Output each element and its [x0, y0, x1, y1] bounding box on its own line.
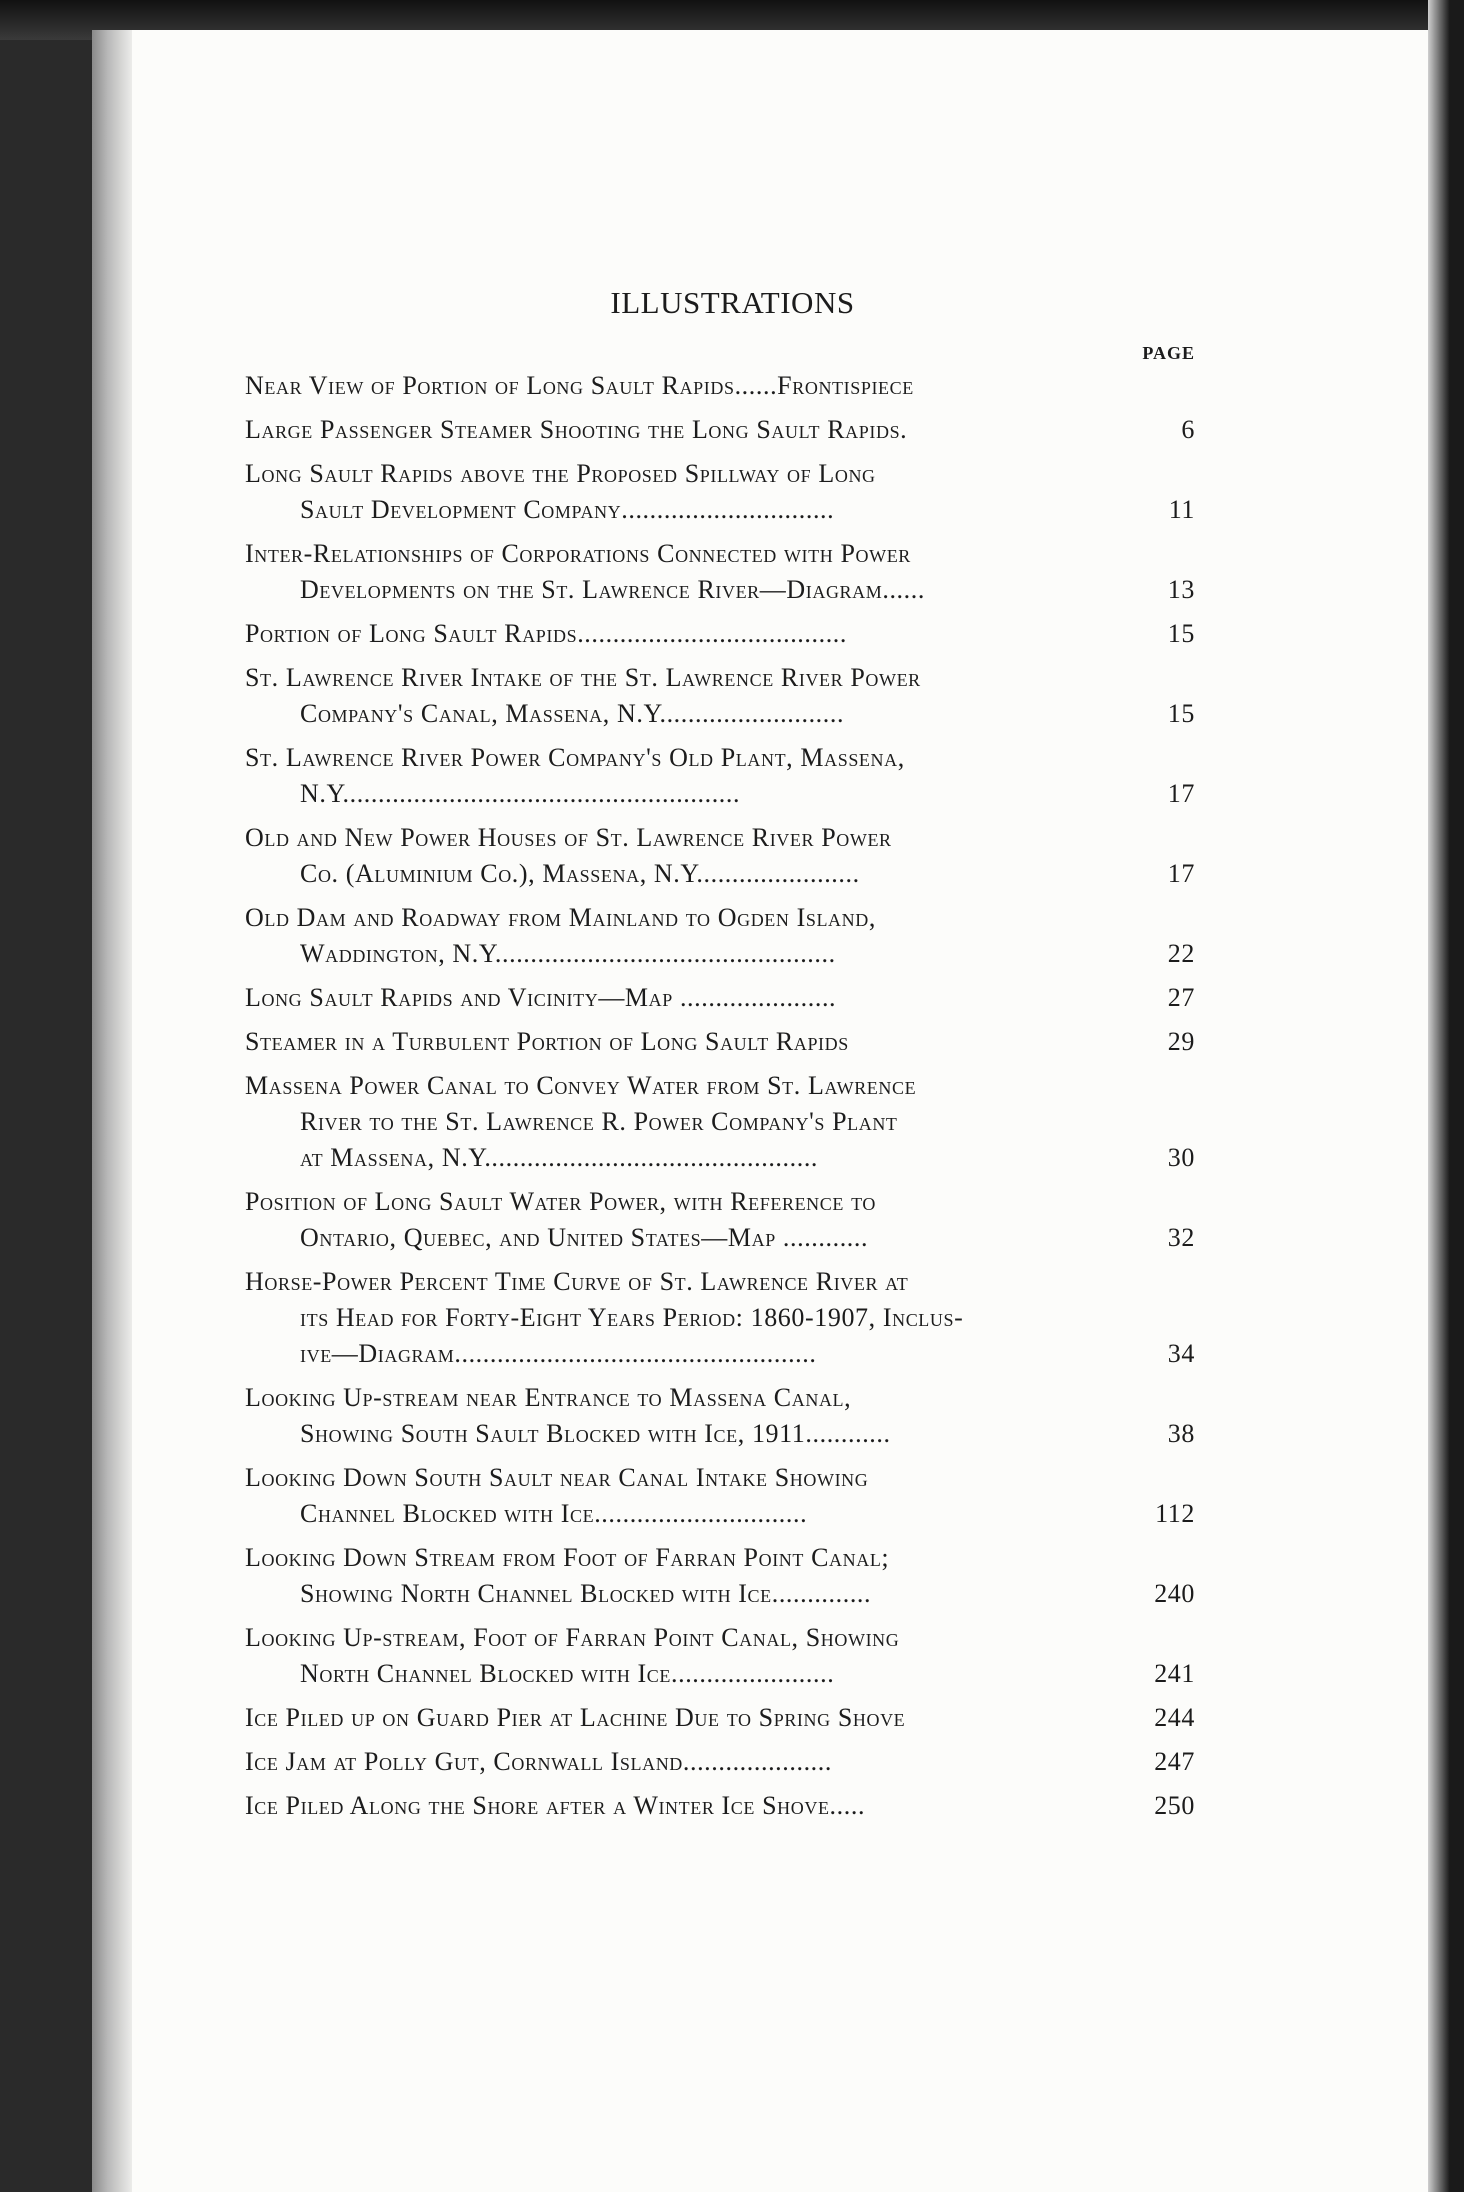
entry-page-number: 250: [1154, 1791, 1195, 1820]
illustration-entry: [245, 368, 1195, 404]
illustration-entry: [245, 1788, 1195, 1824]
page-column-header: PAGE: [1142, 343, 1195, 363]
entry-title: [245, 412, 1125, 448]
entry-line: Old and New Power Houses of St. Lawrence River Power: [245, 823, 892, 852]
illustration-entry: [245, 456, 1195, 528]
illustration-entry: [245, 1460, 1195, 1532]
entry-title: [245, 368, 1125, 404]
entry-page-number: 241: [1154, 1659, 1195, 1688]
entry-line: Old Dam and Roadway from Mainland to Ogden Island,: [245, 903, 876, 932]
illustration-entry: [245, 1024, 1195, 1060]
entry-page-number: 34: [1167, 1339, 1195, 1368]
entry-line: Co. (Aluminium Co.), Massena, N.Y.......................: [300, 859, 860, 888]
entry-line: Company's Canal, Massena, N.Y..........................: [300, 699, 845, 728]
entry-line: its Head for Forty-Eight Years Period: 1860-1907, Inclus-: [300, 1303, 964, 1332]
entry-page-number: 240: [1154, 1579, 1195, 1608]
entry-line: at Massena, N.Y...............................................: [300, 1143, 819, 1172]
entry-title: [245, 1788, 1125, 1824]
illustration-entry: [245, 1700, 1195, 1736]
illustration-entry: [245, 1068, 1195, 1176]
entry-line: Near View of Portion of Long Sault Rapids......Frontispiece: [245, 371, 914, 400]
entry-line: Ice Jam at Polly Gut, Cornwall Island.....................: [245, 1747, 832, 1776]
entry-title: [245, 1068, 1125, 1176]
entry-line: Waddington, N.Y................................................: [300, 939, 836, 968]
entry-title: [245, 1744, 1125, 1780]
entry-title: [245, 1024, 1125, 1060]
entry-line: Steamer in a Turbulent Portion of Long Sault Rapids: [245, 1027, 849, 1056]
book-spine-shadow: [92, 30, 132, 2192]
entry-page-number: 22: [1167, 939, 1195, 968]
entry-title: [245, 980, 1125, 1016]
entry-page-number: 247: [1154, 1747, 1195, 1776]
entry-title: [245, 1264, 1125, 1372]
scan-right-edge: [1428, 0, 1464, 2192]
entry-line: Channel Blocked with Ice..............................: [300, 1499, 808, 1528]
entry-line: Position of Long Sault Water Power, with Reference to: [245, 1187, 876, 1216]
entry-line: Sault Development Company..............................: [300, 495, 835, 524]
entry-title: [245, 1380, 1125, 1452]
illustration-entry: [245, 980, 1195, 1016]
illustration-entry: [245, 1540, 1195, 1612]
entry-title: [245, 900, 1125, 972]
entry-title: [245, 1540, 1125, 1612]
entry-line: St. Lawrence River Power Company's Old Plant, Massena,: [245, 743, 905, 772]
entry-line: Long Sault Rapids and Vicinity—Map ......................: [245, 983, 837, 1012]
entries-container: [245, 368, 1195, 1824]
entry-line: Large Passenger Steamer Shooting the Long Sault Rapids.: [245, 415, 908, 444]
entry-line: Looking Up-stream near Entrance to Massena Canal,: [245, 1383, 852, 1412]
illustration-entry: [245, 900, 1195, 972]
entry-line: Inter-Relationships of Corporations Connected with Power: [245, 539, 911, 568]
entry-page-number: 30: [1167, 1143, 1195, 1172]
entry-line: Horse-Power Percent Time Curve of St. Lawrence River at: [245, 1267, 909, 1296]
entry-line: Ontario, Quebec, and United States—Map ............: [300, 1223, 869, 1252]
illustration-entry: [245, 536, 1195, 608]
entry-page-number: 29: [1167, 1027, 1195, 1056]
entry-line: Developments on the St. Lawrence River—Diagram......: [300, 575, 925, 604]
entry-line: Showing North Channel Blocked with Ice..............: [300, 1579, 872, 1608]
entry-line: Portion of Long Sault Rapids......................................: [245, 619, 848, 648]
illustration-entry: [245, 616, 1195, 652]
entry-page-number: 32: [1167, 1223, 1195, 1252]
entry-page-number: 11: [1168, 495, 1195, 524]
entry-line: Looking Down Stream from Foot of Farran Point Canal;: [245, 1543, 890, 1572]
illustration-entry: [245, 660, 1195, 732]
entry-page-number: 27: [1167, 983, 1195, 1012]
illustration-entry: [245, 412, 1195, 448]
illustration-entry: [245, 1620, 1195, 1692]
entry-line: N.Y........................................................: [300, 779, 741, 808]
entry-title: [245, 1700, 1125, 1736]
entry-title: [245, 456, 1125, 528]
illustrations-list: [245, 285, 1195, 1832]
entry-page-number: 112: [1155, 1499, 1195, 1528]
illustration-entry: [245, 740, 1195, 812]
entry-page-number: 15: [1167, 699, 1195, 728]
entry-title: [245, 660, 1125, 732]
entry-line: St. Lawrence River Intake of the St. Lawrence River Power: [245, 663, 921, 692]
illustration-entry: [245, 1184, 1195, 1256]
illustration-entry: [245, 1744, 1195, 1780]
entry-page-number: 38: [1167, 1419, 1195, 1448]
entry-title: [245, 1460, 1125, 1532]
entry-line: ive—Diagram...................................................: [300, 1339, 817, 1368]
illustration-entry: [245, 820, 1195, 892]
entry-title: [245, 616, 1125, 652]
entry-page-number: 13: [1167, 575, 1195, 604]
illustration-entry: [245, 1264, 1195, 1372]
entry-line: River to the St. Lawrence R. Power Company's Plant: [300, 1107, 898, 1136]
entry-title: [245, 536, 1125, 608]
entry-page-number: 6: [1181, 415, 1195, 444]
entry-line: Long Sault Rapids above the Proposed Spillway of Long: [245, 459, 876, 488]
entry-line: Showing South Sault Blocked with Ice, 1911............: [300, 1419, 891, 1448]
entry-title: [245, 1620, 1125, 1692]
entry-title: [245, 1184, 1125, 1256]
entry-line: North Channel Blocked with Ice.......................: [300, 1659, 835, 1688]
illustration-entry: [245, 1380, 1195, 1452]
entry-line: Looking Up-stream, Foot of Farran Point Canal, Showing: [245, 1623, 900, 1652]
entry-title: [245, 820, 1125, 892]
entry-page-number: 15: [1167, 619, 1195, 648]
entry-line: Massena Power Canal to Convey Water from St. Lawrence: [245, 1071, 917, 1100]
entry-page-number: 17: [1167, 859, 1195, 888]
page-title: ILLUSTRATIONS: [610, 285, 855, 320]
entry-line: Ice Piled up on Guard Pier at Lachine Due to Spring Shove: [245, 1703, 906, 1732]
entry-page-number: 244: [1154, 1703, 1195, 1732]
entry-line: Looking Down South Sault near Canal Intake Showing: [245, 1463, 869, 1492]
entry-page-number: 17: [1167, 779, 1195, 808]
entry-title: [245, 740, 1125, 812]
entry-line: Ice Piled Along the Shore after a Winter Ice Shove.....: [245, 1791, 866, 1820]
